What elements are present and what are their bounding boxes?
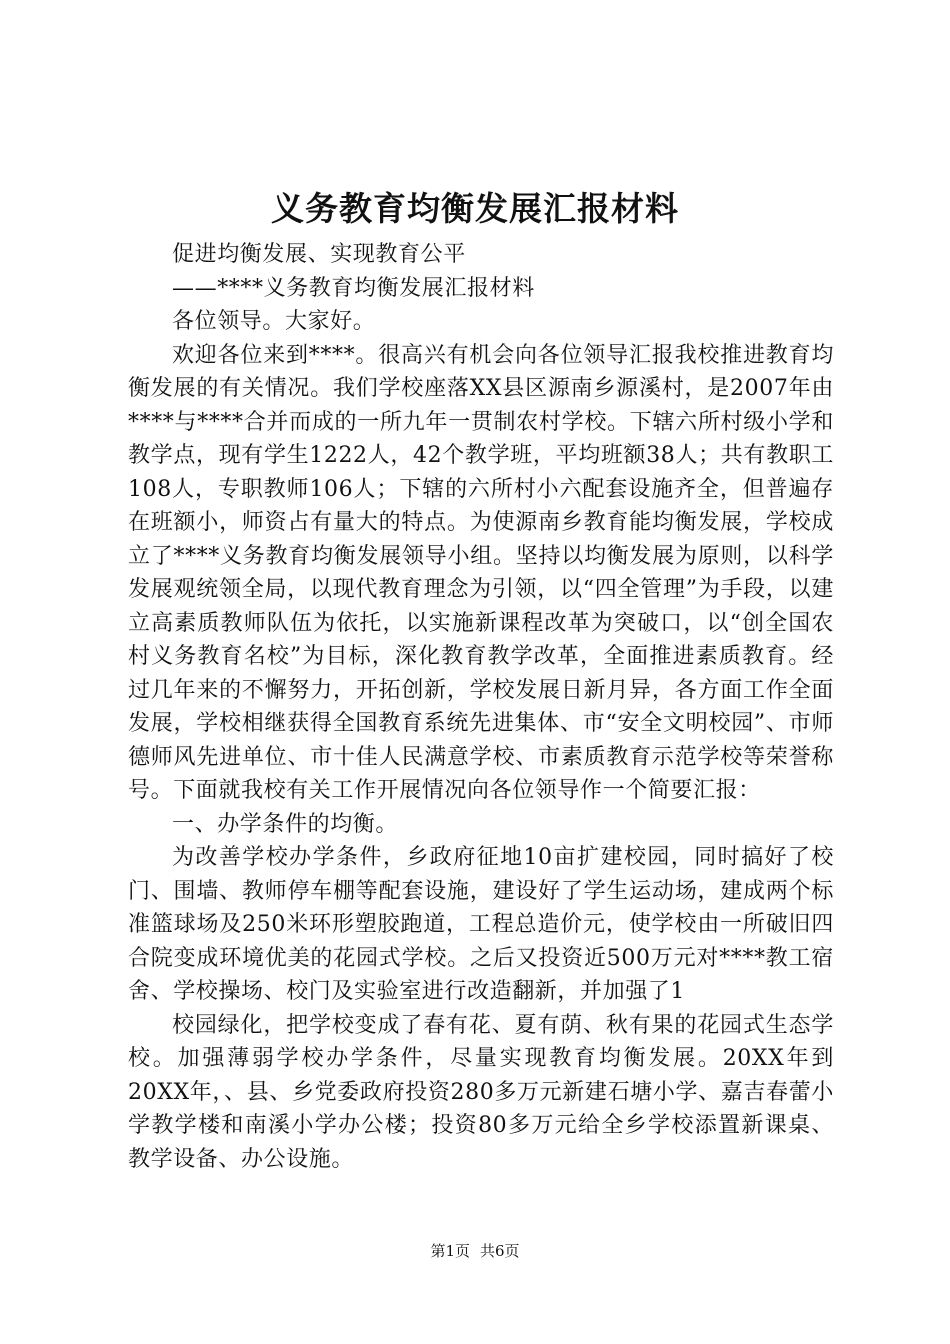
subtitle: 促进均衡发展、实现教育公平	[172, 242, 466, 267]
page-footer	[0, 1241, 950, 1261]
subtitle-dash-line: ——****义务教育均衡发展汇报材料	[172, 275, 535, 301]
page-total: 共6页	[480, 1242, 520, 1260]
greening-paragraph: 校园绿化，把学校变成了春有花、夏有荫、秋有果的花园式生态学校。加强薄弱学校办学条件，尽量实现教育均衡发展。20XX年到20XX年，、县、乡党委政府投资280多万元新建石塘小学、嘉吉春蕾小学教学楼和南溪小学办公楼；投资80多万元给全乡学校添置新课桌、教学设备、办公设施。	[128, 1012, 834, 1172]
greeting: 各位领导。大家好。	[172, 309, 376, 334]
intro-paragraph: 欢迎各位来到****。很高兴有机会向各位领导汇报我校推进教育均衡发展的有关情况。我们学校座落XX县区源南乡源溪村，是2007年由****与****合并而成的一所九年一贯制农村学校。下辖六所村级小学和教学点，现有学生1222人，42个教学班，平均班额38人；共有教职工108人，专职教师106人；下辖的六所村小六配套设施齐全，但普遍存在班额小，师资占有量大的特点。为使源南乡教育能均衡发展，学校成立了****义务教育均衡发展领导小组。坚持以均衡发展为原则，以科学发展观统领全局，以现代教育理念为引领，以“四全管理”为手段，以建立高素质教师队伍为依托，以实施新课程改革为突破口，以“创全国农村义务教育名校”为目标，深化教育教学改革，全面推进素质教育。经过几年来的不懈努力，开拓创新，学校发展日新月异，各方面工作全面发展，学校相继获得全国教育系统先进集体、市“安全文明校园”、市师德师风先进单位、市十佳人民满意学校、市素质教育示范学校等荣誉称号。下面就我校有关工作开展情况向各位领导作一个简要汇报：	[128, 342, 834, 803]
section-1-paragraph: 为改善学校办学条件，乡政府征地10亩扩建校园，同时搞好了校门、围墙、教师停车棚等配套设施，建设好了学生运动场，建成两个标准篮球场及250米环形塑胶跑道，工程总造价元，使学校由一所破旧四合院变成环境优美的花园式学校。之后又投资近500万元对****教工宿舍、学校操场、校门及实验室进行改造翻新，并加强了1	[128, 845, 834, 1004]
document-title: 义务教育均衡发展汇报材料	[271, 189, 679, 228]
section-heading-1: 一、办学条件的均衡。	[172, 811, 399, 837]
document-body	[128, 238, 834, 1176]
page-number: 第1页	[430, 1242, 470, 1260]
